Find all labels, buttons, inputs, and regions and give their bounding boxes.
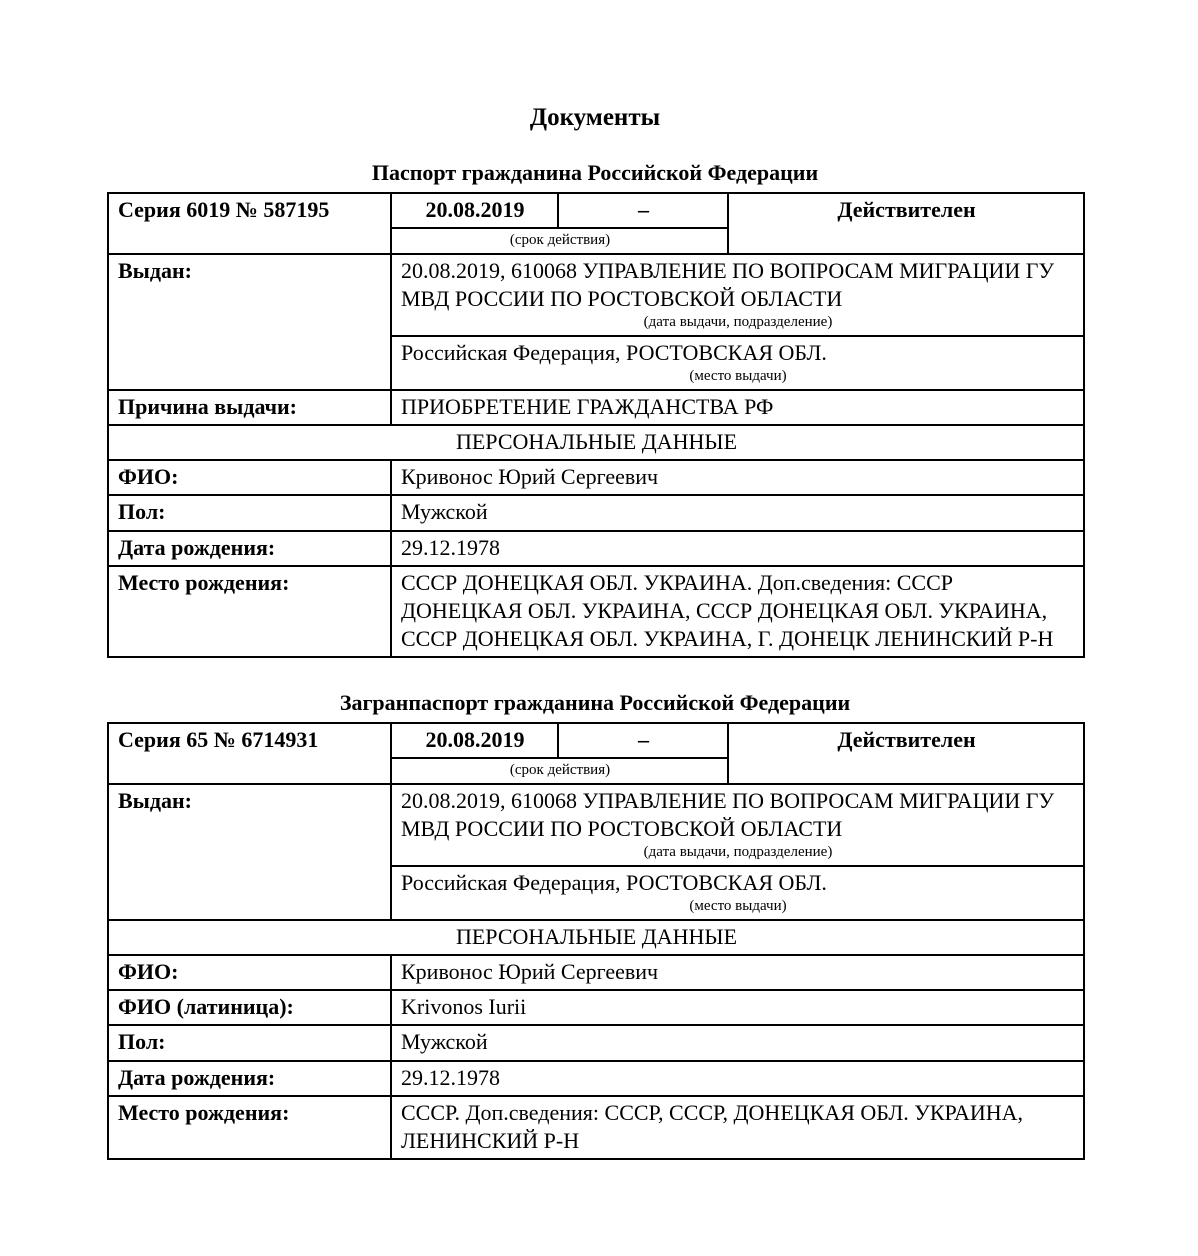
table-row bbox=[108, 495, 1084, 530]
table-row bbox=[108, 990, 1084, 1025]
issue-place-caption: (место выдачи) bbox=[689, 368, 787, 385]
valid-from-cell: 20.08.2019 bbox=[391, 193, 558, 228]
fio-value: Кривонос Юрий Сергеевич bbox=[391, 460, 1084, 495]
documents-content bbox=[107, 104, 1083, 1160]
gender-value: Мужской bbox=[391, 495, 1084, 530]
issued-label: Выдан: bbox=[108, 784, 391, 920]
issue-place-cell bbox=[391, 336, 1084, 390]
validity-caption-cell bbox=[391, 758, 728, 784]
foreign-passport-table bbox=[107, 722, 1085, 1160]
reason-label: Причина выдачи: bbox=[108, 390, 391, 425]
page-title: Документы bbox=[529, 104, 661, 131]
gender-value: Мужской bbox=[391, 1025, 1084, 1060]
valid-from-cell: 20.08.2019 bbox=[391, 723, 558, 758]
birth-place-value: СССР. Доп.сведения: СССР, СССР, ДОНЕЦКАЯ ОБЛ. УКРАИНА, ЛЕНИНСКИЙ Р-Н bbox=[391, 1096, 1084, 1159]
issued-cell bbox=[391, 784, 1084, 866]
validity-caption: (срок действия) bbox=[509, 762, 611, 779]
issued-value: 20.08.2019, 610068 УПРАВЛЕНИЕ ПО ВОПРОСАМ МИГРАЦИИ ГУ МВД РОССИИ ПО РОСТОВСКОЙ ОБЛАСТИ bbox=[401, 257, 1055, 312]
issued-cell bbox=[391, 254, 1084, 336]
birth-date-value: 29.12.1978 bbox=[391, 531, 1084, 566]
issued-caption: (дата выдачи, подразделение) bbox=[643, 844, 833, 861]
issue-place-value: Российская Федерация, РОСТОВСКАЯ ОБЛ. bbox=[401, 870, 827, 896]
table-row bbox=[108, 193, 1084, 228]
foreign-passport-section bbox=[107, 690, 1083, 1160]
birth-date-label: Дата рождения: bbox=[108, 1061, 391, 1096]
gender-label: Пол: bbox=[108, 1025, 391, 1060]
table-row bbox=[108, 723, 1084, 758]
issue-place-cell bbox=[391, 866, 1084, 920]
gender-label: Пол: bbox=[108, 495, 391, 530]
valid-to-cell: – bbox=[558, 723, 728, 758]
valid-to-cell: – bbox=[558, 193, 728, 228]
table-row bbox=[108, 1061, 1084, 1096]
issue-place-caption: (место выдачи) bbox=[689, 898, 787, 915]
passport-table bbox=[107, 192, 1085, 658]
table-row bbox=[108, 1096, 1084, 1159]
issued-value: 20.08.2019, 610068 УПРАВЛЕНИЕ ПО ВОПРОСАМ МИГРАЦИИ ГУ МВД РОССИИ ПО РОСТОВСКОЙ ОБЛАСТИ bbox=[401, 788, 1055, 842]
series-number-cell: Серия 65 № 6714931 bbox=[108, 723, 391, 784]
table-row bbox=[108, 784, 1084, 866]
validity-caption-cell bbox=[391, 228, 728, 254]
table-row bbox=[108, 460, 1084, 495]
validity-caption: (срок действия) bbox=[509, 232, 611, 249]
passport-heading: Паспорт гражданина Российской Федерации bbox=[371, 160, 819, 185]
table-row bbox=[108, 1025, 1084, 1060]
personal-data-header: ПЕРСОНАЛЬНЫЕ ДАННЫЕ bbox=[108, 920, 1084, 955]
foreign-passport-heading: Загранпаспорт гражданина Российской Федерации bbox=[339, 690, 851, 716]
fio-label: ФИО: bbox=[108, 955, 391, 990]
table-row bbox=[108, 425, 1084, 460]
birth-place-label: Место рождения: bbox=[108, 1096, 391, 1159]
birth-place-value: СССР ДОНЕЦКАЯ ОБЛ. УКРАИНА. Доп.сведения: СССР ДОНЕЦКАЯ ОБЛ. УКРАИНА, СССР ДОНЕЦКАЯ ОБЛ. УКРАИНА, СССР ДОНЕЦКАЯ ОБЛ. УКРАИНА, Г. ДОНЕЦК ЛЕНИНСКИЙ Р-Н bbox=[391, 566, 1084, 657]
table-row bbox=[108, 390, 1084, 425]
table-row bbox=[108, 566, 1084, 657]
fio-latin-label: ФИО (латиница): bbox=[108, 990, 391, 1025]
issue-place-value: Российская Федерация, РОСТОВСКАЯ ОБЛ. bbox=[401, 339, 827, 365]
fio-latin-value: Krivonos Iurii bbox=[391, 990, 1084, 1025]
personal-data-header: ПЕРСОНАЛЬНЫЕ ДАННЫЕ bbox=[108, 425, 1084, 460]
fio-value: Кривонос Юрий Сергеевич bbox=[391, 955, 1084, 990]
status-cell: Действителен bbox=[728, 723, 1084, 784]
passport-section bbox=[107, 160, 1083, 658]
reason-value: ПРИОБРЕТЕНИЕ ГРАЖДАНСТВА РФ bbox=[391, 390, 1084, 425]
birth-place-label: Место рождения: bbox=[108, 566, 391, 657]
status-cell: Действителен bbox=[728, 193, 1084, 254]
table-row bbox=[108, 920, 1084, 955]
table-row bbox=[108, 955, 1084, 990]
issued-label: Выдан: bbox=[108, 254, 391, 390]
table-row bbox=[108, 531, 1084, 566]
series-number-cell: Серия 6019 № 587195 bbox=[108, 193, 391, 254]
birth-date-value: 29.12.1978 bbox=[391, 1061, 1084, 1096]
issued-caption: (дата выдачи, подразделение) bbox=[643, 314, 833, 331]
fio-label: ФИО: bbox=[108, 460, 391, 495]
table-row bbox=[108, 254, 1084, 336]
birth-date-label: Дата рождения: bbox=[108, 531, 391, 566]
